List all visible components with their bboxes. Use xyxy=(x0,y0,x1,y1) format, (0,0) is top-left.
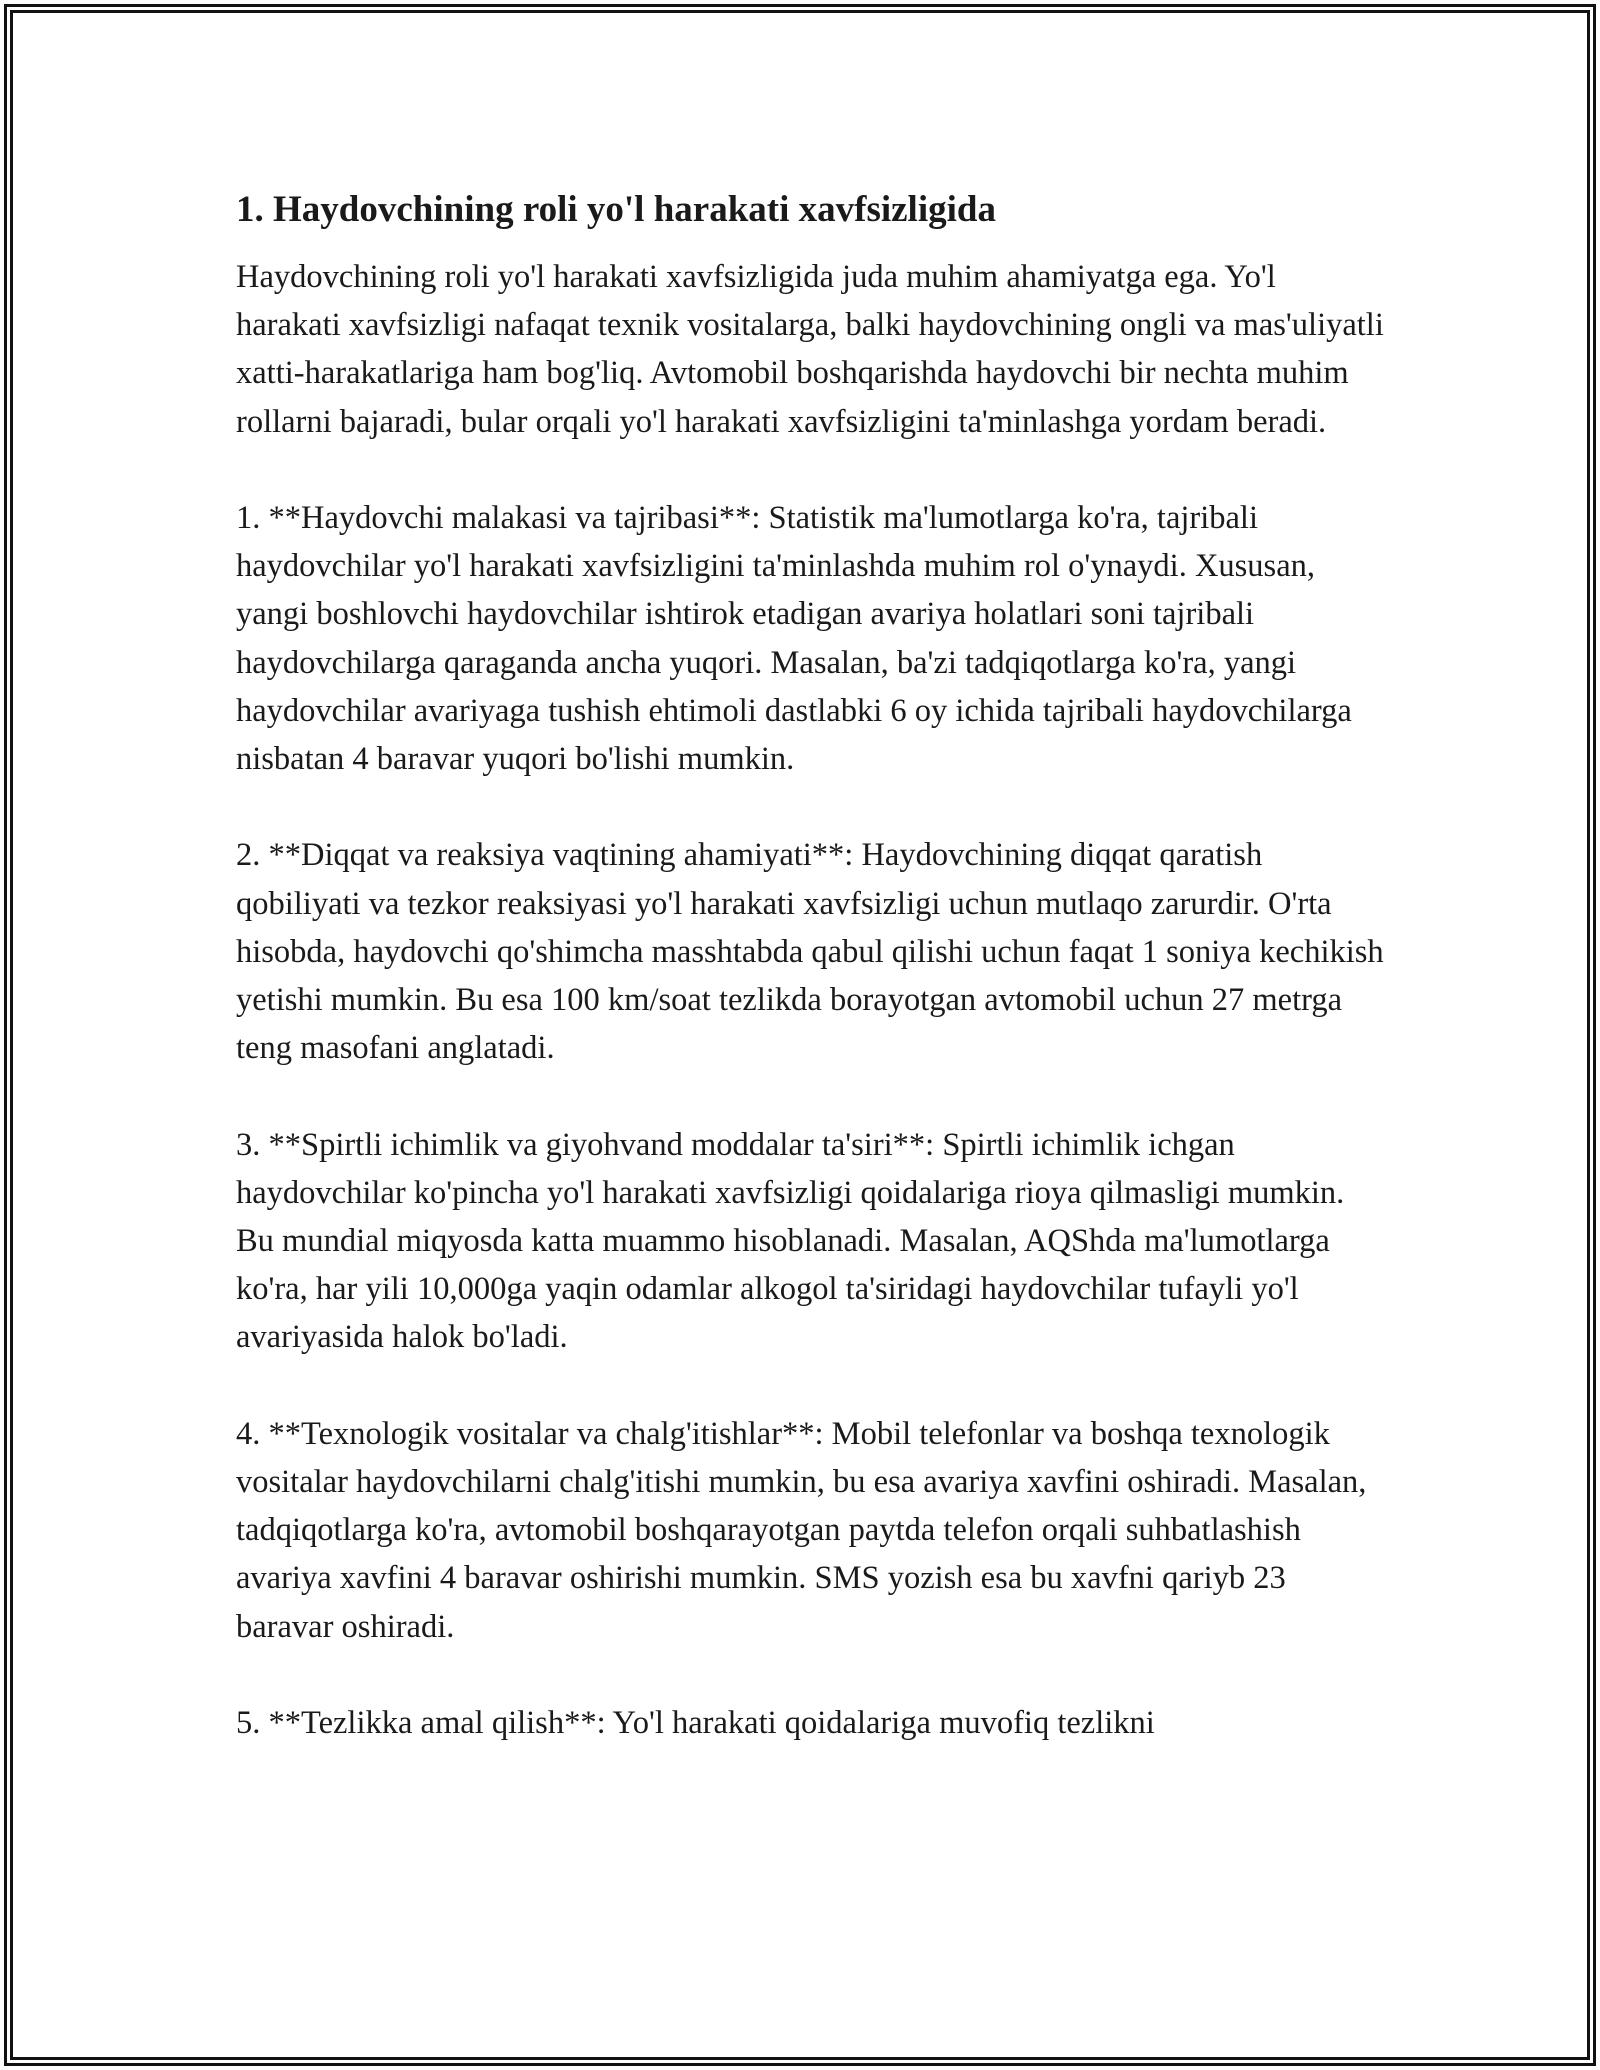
point-2-paragraph: 2. **Diqqat va reaksiya vaqtining ahamiyati**: Haydovchining diqqat qaratish qobiliyati va tezkor reaksiyasi yo'l harakati xavfsizligi uchun mutlaqo zarurdir. O'rta hisobda, haydovchi qo'shimcha masshtabda qabul qilishi uchun faqat 1 soniya kechikish yetishi mumkin. Bu esa 100 km/soat tezlikda borayotgan avtomobil uchun 27 metrga teng masofani anglatadi. xyxy=(236,837,1384,1067)
point-4-paragraph: 4. **Texnologik vositalar va chalg'itishlar**: Mobil telefonlar va boshqa texnologik vositalar haydovchilarni chalg'itishi mumkin, bu esa avariya xavfini oshiradi. Masalan, tadqiqotlarga ko'ra, avtomobil boshqarayotgan paytda telefon orqali suhbatlashish avariya xavfini 4 baravar oshirishi mumkin. SMS yozish esa bu xavfni qariyb 23 baravar oshiradi. xyxy=(236,1415,1367,1645)
point-1-paragraph: 1. **Haydovchi malakasi va tajribasi**: Statistik ma'lumotlarga ko'ra, tajribali haydovchilar yo'l harakati xavfsizligini ta'minlashda muhim rol o'ynaydi. Xususan, yangi boshlovchi haydovchilar ishtirok etadigan avariya holatlari soni tajribali haydovchilarga qaraganda ancha yuqori. Masalan, ba'zi tadqiqotlarga ko'ra, yangi haydovchilar avariyaga tushish ehtimoli dastlabki 6 oy ichida tajribali haydovchilarga nisbatan 4 baravar yuqori bo'lishi mumkin. xyxy=(236,500,1352,778)
point-3-paragraph: 3. **Spirtli ichimlik va giyohvand moddalar ta'siri**: Spirtli ichimlik ichgan haydovchilar ko'pincha yo'l harakati xavfsizligi qoidalariga rioya qilmasligi mumkin. Bu mundial miqyosda katta muammo hisoblanadi. Masalan, AQShda ma'lumotlarga ko'ra, har yili 10,000ga yaqin odamlar alkogol ta'siridagi haydovchilar tufayli yo'l avariyasida halok bo'ladi. xyxy=(236,1126,1345,1356)
point-5-paragraph: 5. **Tezlikka amal qilish**: Yo'l harakati qoidalariga muvofiq tezlikni xyxy=(236,1705,1155,1742)
document-title: 1. Haydovchining roli yo'l harakati xavfsizligida xyxy=(236,189,996,230)
intro-paragraph: Haydovchining roli yo'l harakati xavfsizligida juda muhim ahamiyatga ega. Yo'l harakati xavfsizligi nafaqat texnik vositalarga, balki haydovchining ongli va mas'uliyatli xatti-harakatlariga ham bog'liq. Avtomobil boshqarishda haydovchi bir nechta muhim rollarni bajaradi, bular orqali yo'l harakati xavfsizligini ta'minlashga yordam beradi. xyxy=(236,259,1384,440)
document-body xyxy=(236,185,1386,1795)
